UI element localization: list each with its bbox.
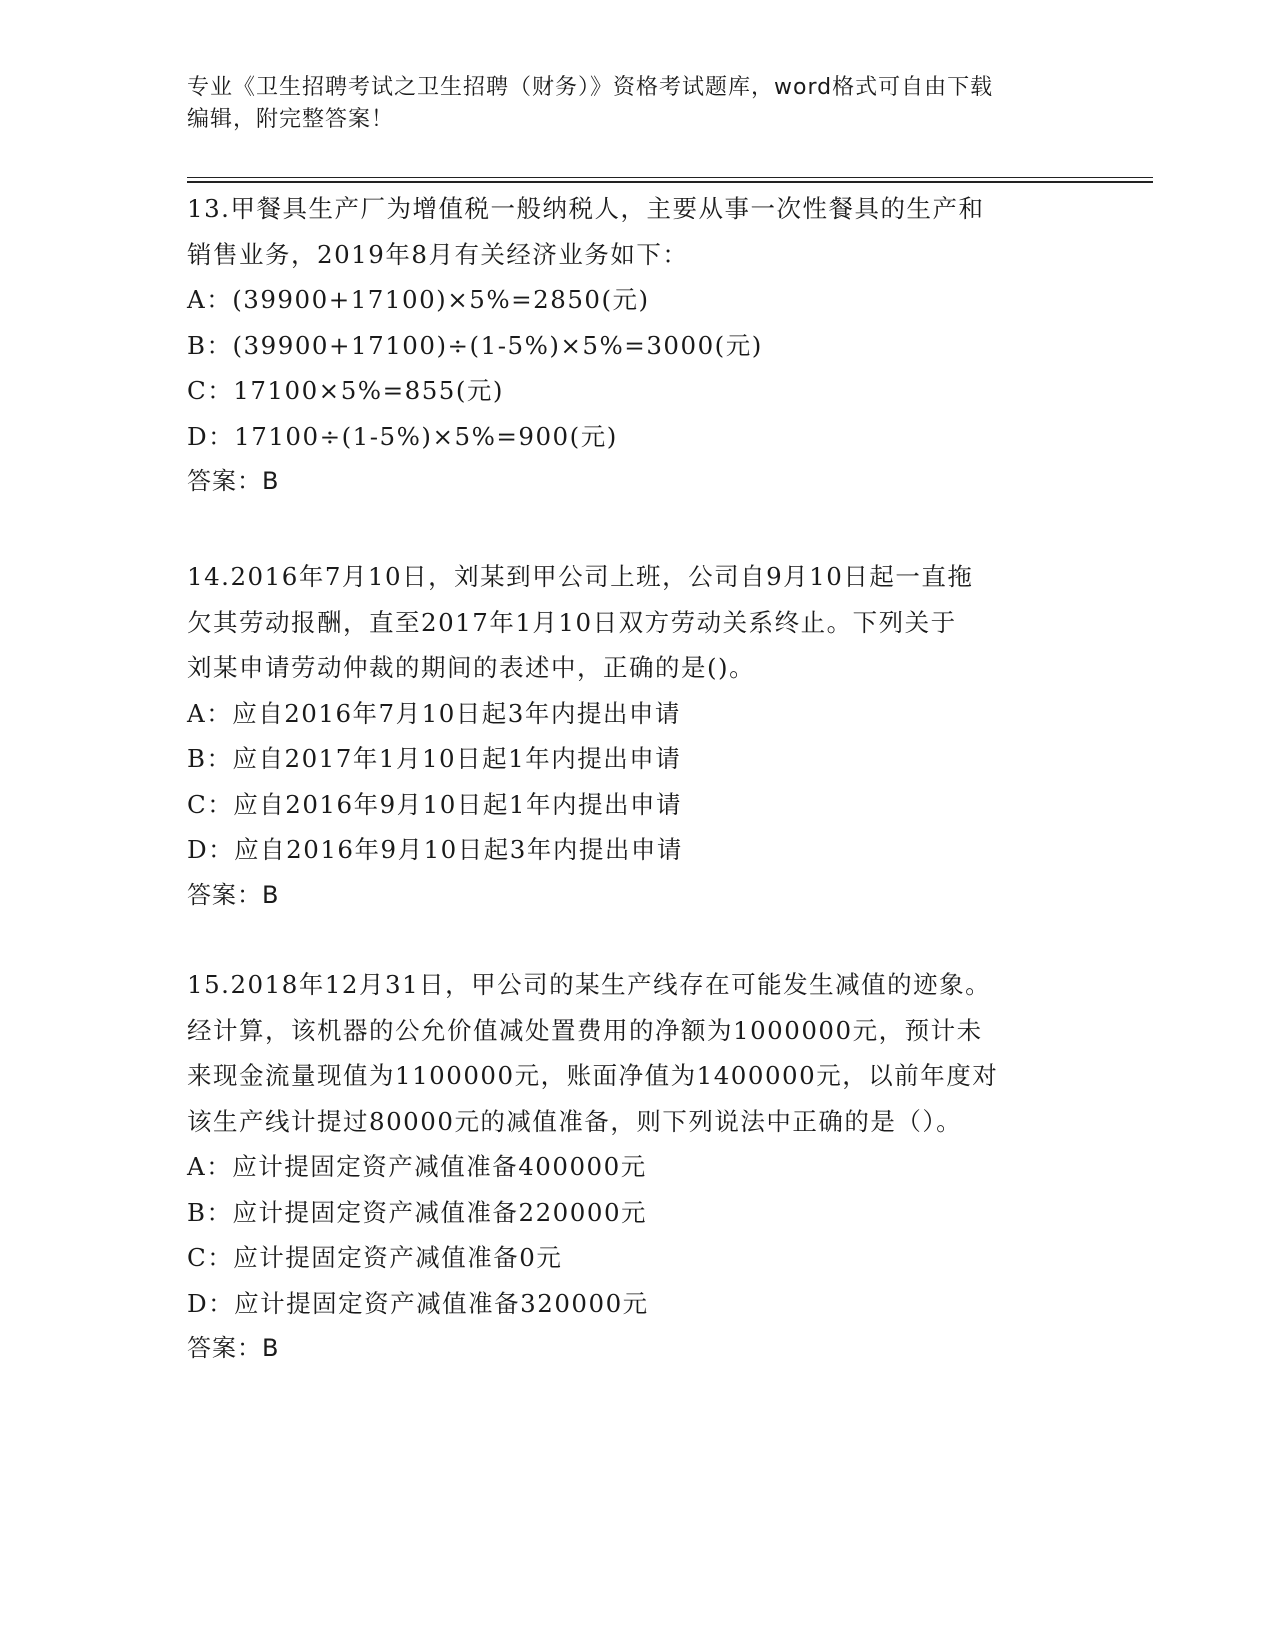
option-a: A：应计提固定资产减值准备400000元	[187, 1152, 647, 1181]
question-stem-line: 13.甲餐具生产厂为增值税一般纳税人，主要从事一次性餐具的生产和	[187, 194, 985, 223]
option-d: D：应计提固定资产减值准备320000元	[187, 1288, 649, 1318]
header-line-1: 专业《卫生招聘考试之卫生招聘（财务）》资格考试题库，word格式可自由下载	[187, 75, 994, 100]
option-d: D：应自2016年9月10日起3年内提出申请	[187, 835, 683, 864]
question-14	[187, 554, 1087, 918]
option-d: D：17100÷(1-5%)×5%=900(元)	[187, 421, 618, 451]
option-c: C：应计提固定资产减值准备0元	[187, 1243, 563, 1272]
option-c: C：17100×5%=855(元)	[187, 376, 504, 405]
document-header	[187, 72, 1067, 136]
header-line-2: 编辑，附完整答案！	[187, 107, 395, 132]
option-a: A：(39900+17100)×5%=2850(元)	[187, 285, 650, 314]
option-c: C：应自2016年9月10日起1年内提出申请	[187, 789, 682, 819]
question-13	[187, 186, 1087, 505]
question-stem-line: 15.2018年12月31日，甲公司的某生产线存在可能发生减值的迹象。	[187, 970, 992, 999]
answer-line: 答案：B	[187, 880, 280, 909]
question-stem-line: 经计算，该机器的公允价值减处置费用的净额为1000000元，预计未	[187, 1015, 983, 1045]
header-divider-thick	[187, 181, 1153, 183]
option-a: A：应自2016年7月10日起3年内提出申请	[187, 698, 681, 728]
question-stem-line: 欠其劳动报酬，直至2017年1月10日双方劳动关系终止。下列关于	[187, 607, 957, 637]
header-divider-thin	[187, 177, 1153, 178]
question-stem-line: 14.2016年7月10日，刘某到甲公司上班，公司自9月10日起一直拖	[187, 562, 974, 591]
question-stem-line: 来现金流量现值为1100000元，账面净值为1400000元，以前年度对	[187, 1061, 999, 1090]
question-15	[187, 962, 1087, 1372]
option-b: B：应计提固定资产减值准备220000元	[187, 1197, 648, 1227]
question-stem-line: 刘某申请劳动仲裁的期间的表述中，正确的是()。	[187, 653, 756, 682]
answer-line: 答案：B	[187, 467, 280, 495]
option-b: B：应自2017年1月10日起1年内提出申请	[187, 744, 682, 773]
option-b: B：(39900+17100)÷(1-5%)×5%=3000(元)	[187, 330, 763, 360]
question-stem-line: 销售业务，2019年8月有关经济业务如下：	[187, 239, 689, 269]
answer-line: 答案：B	[187, 1334, 280, 1362]
question-stem-line: 该生产线计提过80000元的减值准备，则下列说法中正确的是（）。	[187, 1106, 963, 1136]
